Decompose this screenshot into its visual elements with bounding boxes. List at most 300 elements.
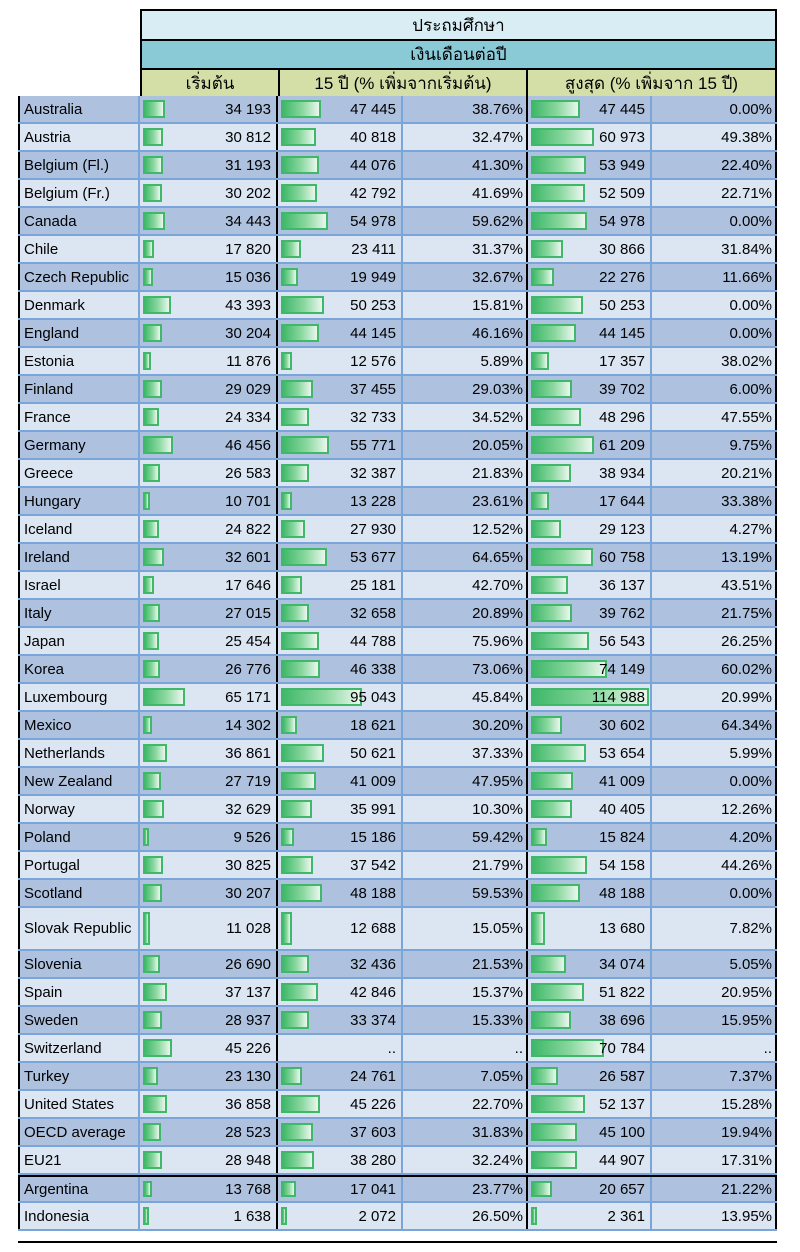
cell-text: 33 374: [350, 1011, 396, 1029]
value-bar: [531, 1067, 558, 1085]
cell-text: 32 436: [350, 955, 396, 973]
cell-ptop: [652, 404, 777, 430]
cell-p15: [403, 124, 528, 150]
table-row: [18, 880, 777, 908]
cell-start: [140, 348, 278, 374]
cell-p15: [403, 768, 528, 794]
cell-text: 32 601: [225, 548, 271, 566]
cell-text: 25 454: [225, 632, 271, 650]
cell-start: [140, 880, 278, 906]
table-row: [18, 712, 777, 740]
value-bar: [281, 240, 301, 258]
cell-top: [528, 600, 652, 626]
cell-ptop: [652, 979, 777, 1005]
cell-top: [528, 1119, 652, 1145]
value-bar: [281, 296, 324, 314]
cell-ptop: [652, 628, 777, 654]
cell-text: 31.84%: [721, 240, 772, 258]
cell-text: 61 209: [599, 436, 645, 454]
value-bar: [143, 1123, 161, 1141]
cell-text: 42.70%: [472, 576, 523, 594]
value-bar: [531, 212, 587, 230]
value-bar: [281, 380, 313, 398]
cell-top: [528, 979, 652, 1005]
cell-country: [18, 880, 140, 906]
cell-text: 17 357: [599, 352, 645, 370]
cell-text: 17 646: [225, 576, 271, 594]
table-row: [18, 768, 777, 796]
cell-text: 32.47%: [472, 128, 523, 146]
cell-text: 65 171: [225, 688, 271, 706]
cell-text: 33.38%: [721, 492, 772, 510]
cell-y15: [278, 516, 403, 542]
cell-p15: [403, 264, 528, 290]
cell-text: Belgium (Fr.): [24, 184, 110, 202]
cell-text: 20.05%: [472, 436, 523, 454]
value-bar: [281, 212, 328, 230]
cell-text: Greece: [24, 464, 74, 482]
cell-country: [18, 320, 140, 346]
cell-ptop: [652, 208, 777, 234]
cell-text: 30 866: [599, 240, 645, 258]
cell-text: 32 658: [350, 604, 396, 622]
value-bar: [531, 492, 549, 510]
cell-y15: [278, 1203, 403, 1229]
cell-text: 37.33%: [472, 744, 523, 762]
cell-text: 27 930: [350, 520, 396, 538]
cell-text: 36 858: [225, 1095, 271, 1113]
cell-y15: [278, 1035, 403, 1061]
cell-top: [528, 712, 652, 738]
value-bar: [531, 128, 594, 146]
value-bar: [281, 408, 309, 426]
value-bar: [143, 856, 163, 874]
cell-start: [140, 852, 278, 878]
cell-text: Indonesia: [24, 1207, 90, 1225]
table-row: [18, 656, 777, 684]
cell-p15: [403, 152, 528, 178]
value-bar: [531, 1095, 585, 1113]
cell-text: 30.20%: [472, 716, 523, 734]
cell-text: 54 978: [599, 212, 645, 230]
cell-y15: [278, 1063, 403, 1089]
cell-text: 60 758: [599, 548, 645, 566]
cell-text: 28 937: [225, 1011, 271, 1029]
cell-text: 31.37%: [472, 240, 523, 258]
cell-top: [528, 908, 652, 949]
cell-text: Belgium (Fl.): [24, 156, 110, 174]
cell-country: [18, 180, 140, 206]
cell-ptop: [652, 152, 777, 178]
cell-text: 15.81%: [472, 296, 523, 314]
cell-text: 59.42%: [472, 828, 523, 846]
cell-p15: [403, 1063, 528, 1089]
cell-ptop: [652, 180, 777, 206]
cell-text: ..: [387, 1039, 396, 1057]
cell-text: 1 638: [233, 1207, 271, 1225]
cell-text: 12 576: [350, 352, 396, 370]
cell-top: [528, 460, 652, 486]
cell-p15: [403, 1203, 528, 1229]
cell-y15: [278, 712, 403, 738]
table-row: [18, 320, 777, 348]
cell-text: 22.71%: [721, 184, 772, 202]
value-bar: [143, 660, 160, 678]
cell-y15: [278, 1119, 403, 1145]
cell-text: New Zealand: [24, 772, 113, 790]
value-bar: [281, 660, 320, 678]
cell-text: 9 526: [233, 828, 271, 846]
cell-text: 42 792: [350, 184, 396, 202]
value-bar: [531, 324, 576, 342]
cell-top: [528, 152, 652, 178]
cell-country: [18, 432, 140, 458]
cell-text: 25 181: [350, 576, 396, 594]
cell-text: 44.26%: [721, 856, 772, 874]
value-bar: [531, 744, 586, 762]
cell-y15: [278, 460, 403, 486]
cell-text: 13 680: [599, 920, 645, 937]
cell-text: Slovak Republic: [24, 920, 132, 937]
cell-ptop: [652, 236, 777, 262]
value-bar: [281, 912, 292, 945]
value-bar: [143, 1067, 158, 1085]
table-row: [18, 796, 777, 824]
cell-top: [528, 208, 652, 234]
table-row: [18, 600, 777, 628]
cell-text: 53 654: [599, 744, 645, 762]
cell-ptop: [652, 348, 777, 374]
cell-text: 29.03%: [472, 380, 523, 398]
cell-top: [528, 628, 652, 654]
cell-country: [18, 348, 140, 374]
cell-start: [140, 572, 278, 598]
cell-top: [528, 768, 652, 794]
cell-country: [18, 908, 140, 949]
cell-text: 17 644: [599, 492, 645, 510]
table-row: [18, 572, 777, 600]
cell-text: Slovenia: [24, 955, 82, 973]
value-bar: [143, 184, 162, 202]
cell-text: 0.00%: [729, 296, 772, 314]
cell-text: 41.30%: [472, 156, 523, 174]
cell-text: Netherlands: [24, 744, 105, 762]
cell-text: 38.02%: [721, 352, 772, 370]
cell-country: [18, 488, 140, 514]
value-bar: [281, 744, 324, 762]
cell-top: [528, 96, 652, 122]
cell-text: 37 137: [225, 983, 271, 1001]
header-15-years: 15 ปี (% เพิ่มจากเริ่มต้น): [278, 68, 528, 98]
value-bar: [143, 268, 153, 286]
cell-y15: [278, 488, 403, 514]
cell-text: 15 036: [225, 268, 271, 286]
cell-text: 34 074: [599, 955, 645, 973]
value-bar: [143, 100, 165, 118]
cell-start: [140, 264, 278, 290]
cell-text: 26.25%: [721, 632, 772, 650]
cell-start: [140, 1147, 278, 1173]
cell-text: 23.77%: [472, 1180, 523, 1198]
cell-text: 28 523: [225, 1123, 271, 1141]
cell-text: 26 583: [225, 464, 271, 482]
cell-text: 50 621: [350, 744, 396, 762]
value-bar: [281, 983, 318, 1001]
value-bar: [531, 660, 607, 678]
cell-text: 51 822: [599, 983, 645, 1001]
value-bar: [143, 884, 162, 902]
cell-text: 18 621: [350, 716, 396, 734]
value-bar: [143, 828, 149, 846]
cell-text: Germany: [24, 436, 86, 454]
cell-ptop: [652, 516, 777, 542]
cell-p15: [403, 432, 528, 458]
value-bar: [531, 1123, 577, 1141]
table-row: [18, 1147, 777, 1175]
cell-text: 47.55%: [721, 408, 772, 426]
table-row: [18, 264, 777, 292]
cell-text: Poland: [24, 828, 71, 846]
value-bar: [281, 324, 319, 342]
value-bar: [281, 856, 313, 874]
cell-text: 19.94%: [721, 1123, 772, 1141]
cell-text: 44 788: [350, 632, 396, 650]
cell-start: [140, 404, 278, 430]
cell-country: [18, 951, 140, 977]
cell-p15: [403, 1007, 528, 1033]
table-row: [18, 180, 777, 208]
cell-start: [140, 208, 278, 234]
value-bar: [281, 128, 316, 146]
cell-country: [18, 1035, 140, 1061]
cell-text: 12.26%: [721, 800, 772, 818]
cell-start: [140, 796, 278, 822]
cell-text: 20.99%: [721, 688, 772, 706]
cell-y15: [278, 880, 403, 906]
value-bar: [281, 632, 319, 650]
cell-start: [140, 320, 278, 346]
cell-ptop: [652, 824, 777, 850]
cell-start: [140, 1203, 278, 1229]
cell-text: 34 443: [225, 212, 271, 230]
cell-y15: [278, 292, 403, 318]
table-row: [18, 488, 777, 516]
cell-country: [18, 600, 140, 626]
cell-ptop: [652, 1119, 777, 1145]
cell-text: 32 629: [225, 800, 271, 818]
cell-text: 42 846: [350, 983, 396, 1001]
cell-text: 5.89%: [480, 352, 523, 370]
cell-text: 60 973: [599, 128, 645, 146]
value-bar: [281, 436, 329, 454]
table-row: [18, 1035, 777, 1063]
cell-y15: [278, 404, 403, 430]
cell-text: Finland: [24, 380, 74, 398]
cell-country: [18, 684, 140, 710]
cell-y15: [278, 656, 403, 682]
cell-text: 30 202: [225, 184, 271, 202]
table-row: [18, 404, 777, 432]
cell-top: [528, 1177, 652, 1201]
cell-ptop: [652, 880, 777, 906]
cell-p15: [403, 1091, 528, 1117]
cell-text: 38.76%: [472, 100, 523, 118]
value-bar: [281, 520, 305, 538]
value-bar: [143, 1181, 152, 1197]
cell-ptop: [652, 432, 777, 458]
cell-text: Czech Republic: [24, 268, 130, 286]
cell-ptop: [652, 1203, 777, 1229]
cell-top: [528, 376, 652, 402]
cell-country: [18, 824, 140, 850]
cell-text: 35 991: [350, 800, 396, 818]
cell-country: [18, 656, 140, 682]
cell-text: 37 455: [350, 380, 396, 398]
cell-text: 29 123: [599, 520, 645, 538]
cell-start: [140, 656, 278, 682]
cell-text: 39 702: [599, 380, 645, 398]
cell-start: [140, 488, 278, 514]
table-row: [18, 1175, 777, 1203]
cell-p15: [403, 348, 528, 374]
cell-text: 74 149: [599, 660, 645, 678]
cell-p15: [403, 460, 528, 486]
cell-y15: [278, 264, 403, 290]
header-top-of-scale: สูงสุด (% เพิ่มจาก 15 ปี): [526, 68, 777, 98]
cell-text: 53 677: [350, 548, 396, 566]
cell-y15: [278, 684, 403, 710]
cell-text: ..: [763, 1039, 772, 1057]
header-salary: เงินเดือนต่อปี: [140, 39, 777, 70]
cell-start: [140, 908, 278, 949]
cell-text: 5.05%: [729, 955, 772, 973]
cell-text: Korea: [24, 660, 65, 678]
cell-country: [18, 1203, 140, 1229]
cell-top: [528, 951, 652, 977]
cell-top: [528, 1007, 652, 1033]
cell-text: 30 825: [225, 856, 271, 874]
value-bar: [281, 352, 292, 370]
value-bar: [281, 716, 297, 734]
value-bar: [143, 352, 151, 370]
cell-text: 44 145: [599, 324, 645, 342]
cell-text: Luxembourg: [24, 688, 108, 706]
table-row: [18, 1119, 777, 1147]
cell-p15: [403, 1147, 528, 1173]
cell-text: 21.83%: [472, 464, 523, 482]
cell-text: 20.21%: [721, 464, 772, 482]
cell-text: 36 137: [599, 576, 645, 594]
cell-p15: [403, 1035, 528, 1061]
cell-country: [18, 236, 140, 262]
cell-text: 2 361: [607, 1207, 645, 1225]
cell-text: 23 411: [351, 240, 396, 258]
value-bar: [281, 1207, 287, 1225]
cell-text: ..: [514, 1039, 523, 1057]
value-bar: [143, 548, 164, 566]
cell-y15: [278, 544, 403, 570]
cell-p15: [403, 292, 528, 318]
cell-start: [140, 951, 278, 977]
cell-text: 15.33%: [472, 1011, 523, 1029]
cell-text: 22.70%: [472, 1095, 523, 1113]
cell-text: 17.31%: [721, 1151, 772, 1169]
cell-text: 41 009: [350, 772, 396, 790]
cell-p15: [403, 951, 528, 977]
cell-text: 45.84%: [472, 688, 523, 706]
value-bar: [281, 100, 321, 118]
cell-text: 6.00%: [729, 380, 772, 398]
cell-ptop: [652, 292, 777, 318]
value-bar: [281, 156, 319, 174]
cell-text: 13.19%: [721, 548, 772, 566]
cell-text: 24 761: [350, 1067, 396, 1085]
value-bar: [143, 604, 160, 622]
value-bar: [143, 128, 163, 146]
cell-top: [528, 740, 652, 766]
cell-ptop: [652, 488, 777, 514]
cell-text: 39 762: [599, 604, 645, 622]
cell-text: 15.28%: [721, 1095, 772, 1113]
cell-text: 21.75%: [721, 604, 772, 622]
cell-p15: [403, 544, 528, 570]
cell-p15: [403, 628, 528, 654]
cell-top: [528, 656, 652, 682]
cell-text: 12 688: [350, 920, 396, 937]
cell-text: 15.05%: [472, 920, 523, 937]
value-bar: [531, 464, 571, 482]
value-bar: [143, 296, 171, 314]
cell-text: 0.00%: [729, 772, 772, 790]
value-bar: [531, 352, 549, 370]
table-row: [18, 124, 777, 152]
table-row: [18, 376, 777, 404]
cell-country: [18, 628, 140, 654]
cell-text: 60.02%: [721, 660, 772, 678]
cell-text: 40 405: [599, 800, 645, 818]
cell-country: [18, 712, 140, 738]
cell-country: [18, 292, 140, 318]
value-bar: [143, 324, 162, 342]
cell-country: [18, 1007, 140, 1033]
table-row: [18, 1063, 777, 1091]
cell-text: 52 137: [599, 1095, 645, 1113]
cell-text: 32 733: [350, 408, 396, 426]
cell-text: 29 029: [225, 380, 271, 398]
cell-country: [18, 572, 140, 598]
cell-top: [528, 516, 652, 542]
cell-start: [140, 1035, 278, 1061]
cell-text: Estonia: [24, 352, 75, 370]
table-row: [18, 1091, 777, 1119]
cell-text: 20 657: [599, 1180, 645, 1198]
cell-top: [528, 1203, 652, 1229]
cell-top: [528, 544, 652, 570]
cell-y15: [278, 600, 403, 626]
cell-country: [18, 1177, 140, 1201]
cell-ptop: [652, 1091, 777, 1117]
cell-text: Sweden: [24, 1011, 79, 1029]
cell-text: 38 934: [599, 464, 645, 482]
cell-text: 24 334: [225, 408, 271, 426]
cell-start: [140, 152, 278, 178]
cell-ptop: [652, 320, 777, 346]
cell-text: 5.99%: [729, 744, 772, 762]
value-bar: [281, 1095, 320, 1113]
cell-ptop: [652, 908, 777, 949]
cell-y15: [278, 824, 403, 850]
value-bar: [281, 828, 294, 846]
